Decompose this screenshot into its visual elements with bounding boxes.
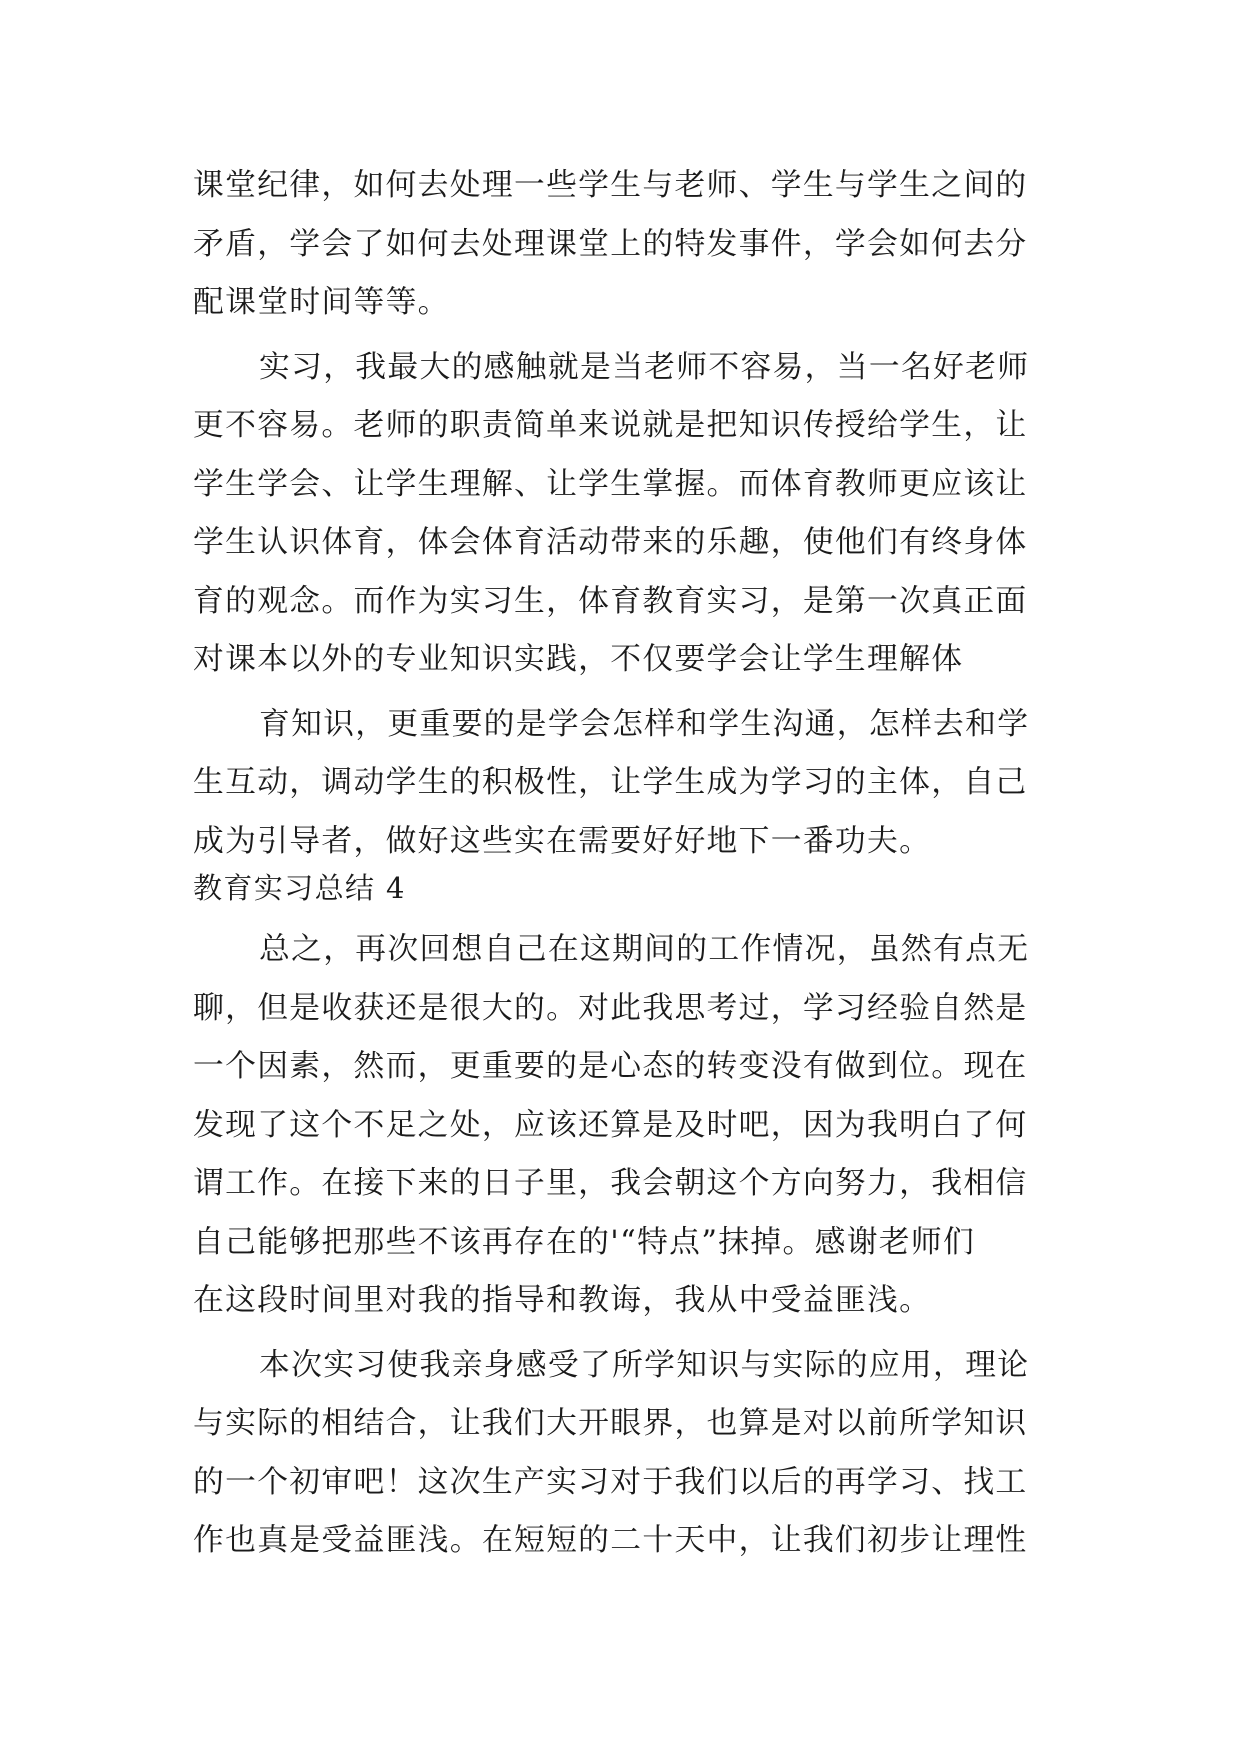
paragraph — [193, 1336, 1053, 1570]
text-line: 课堂纪律，如何去处理一些学生与老师、学生与学生之间的 — [193, 167, 1028, 203]
text-line: 发现了这个不足之处，应该还算是及时吧，因为我明白了何 — [193, 1106, 1028, 1143]
text-line: 一个因素，然而，更重要的是心态的转变没有做到位。现在 — [193, 1048, 1028, 1084]
text-line: 与实际的相结合，让我们大开眼界，也算是对以前所学知识 — [193, 1405, 1028, 1441]
text-line: 育知识，更重要的是学会怎样和学生沟通，怎样去和学 — [259, 705, 1030, 742]
section-heading: 教育实习总结 4 — [193, 871, 406, 905]
paragraph — [193, 695, 1053, 871]
text-line: 自己能够把那些不该再存在的'“特点”抹掉。感谢老师们 — [193, 1223, 976, 1260]
text-line: 矛盾，学会了如何去处理课堂上的特发事件，学会如何去分 — [193, 225, 1028, 262]
text-line: 更不容易。老师的职责简单来说就是把知识传授给学生，让 — [193, 407, 1028, 443]
text-line: 成为引导者，做好这些实在需要好好地下一番功夫。 — [193, 822, 932, 859]
text-line: 学生认识体育，体会体育活动带来的乐趣，使他们有终身体 — [193, 524, 1028, 560]
text-line: 谓工作。在接下来的日子里，我会朝这个方向努力，我相信 — [193, 1165, 1028, 1201]
text-line: 本次实习使我亲身感受了所学知识与实际的应用，理论 — [259, 1346, 1030, 1383]
text-line: 作也真是受益匪浅。在短短的二十天中，让我们初步让理性 — [193, 1522, 1028, 1558]
text-line: 总之，再次回想自己在这期间的工作情况，虽然有点无 — [259, 931, 1030, 967]
text-line: 的一个初审吧！这次生产实习对于我们以后的再学习、找工 — [193, 1463, 1028, 1500]
paragraph — [193, 920, 1053, 1330]
text-line: 配课堂时间等等。 — [193, 284, 450, 320]
paragraph — [193, 338, 1053, 689]
text-line: 对课本以外的专业知识实践，不仅要学会让学生理解体 — [193, 641, 964, 677]
text-line: 在这段时间里对我的指导和教诲，我从中受益匪浅。 — [193, 1282, 932, 1318]
text-line: 育的观念。而作为实习生，体育教育实习，是第一次真正面 — [193, 582, 1028, 619]
document-body — [193, 156, 1053, 1570]
paragraph — [193, 156, 1053, 332]
text-line: 实习，我最大的感触就是当老师不容易，当一名好老师 — [259, 348, 1030, 385]
text-line: 聊，但是收获还是很大的。对此我思考过，学习经验自然是 — [193, 989, 1028, 1026]
text-line: 学生学会、让学生理解、让学生掌握。而体育教师更应该让 — [193, 465, 1028, 502]
text-line: 生互动，调动学生的积极性，让学生成为学习的主体，自己 — [193, 764, 1028, 800]
